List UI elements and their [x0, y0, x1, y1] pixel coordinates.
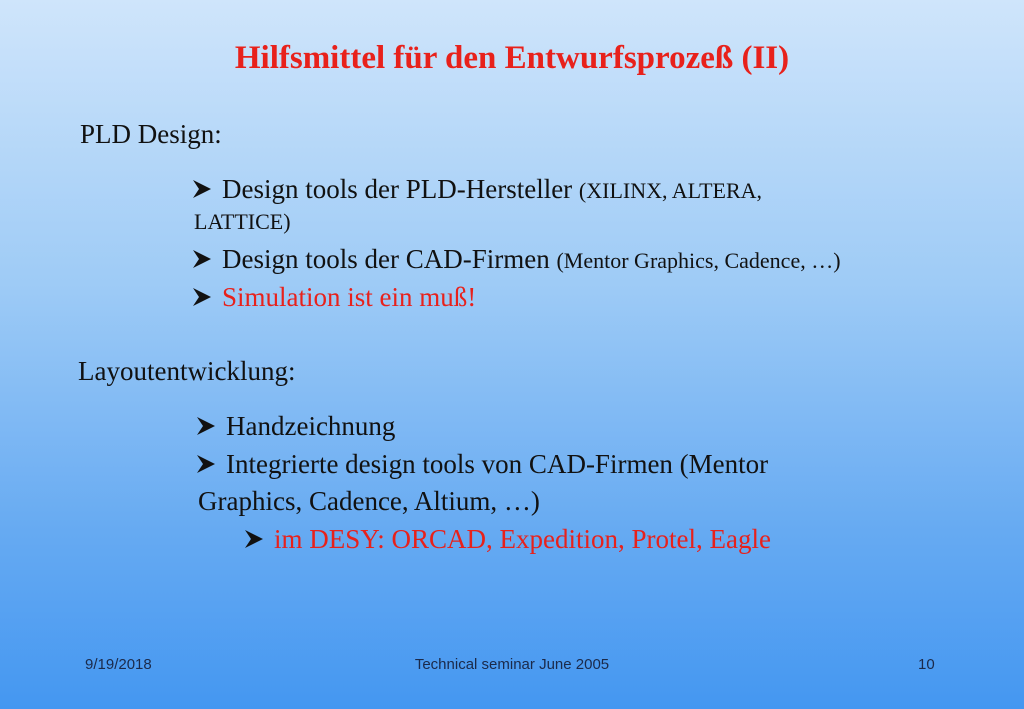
bullet-pld-vendor-tools: [192, 176, 762, 203]
bullet-text: Simulation ist ein muß!: [222, 282, 477, 312]
arrowhead-bullet-icon: [196, 413, 226, 440]
bullet-text: im DESY: ORCAD, Expedition, Protel, Eagle: [274, 524, 771, 554]
slide-title: Hilfsmittel für den Entwurfsprozeß (II): [234, 40, 790, 76]
footer-center-text: Technical seminar June 2005: [414, 656, 610, 673]
arrowhead-bullet-icon: [192, 284, 222, 311]
section-heading-pld-design: PLD Design:: [80, 119, 222, 149]
arrowhead-bullet-icon: [192, 246, 222, 273]
bullet-desy-tools: [244, 526, 771, 553]
bullet-text: Design tools der CAD-Firmen: [222, 244, 550, 274]
footer-page-number: 10: [918, 656, 935, 673]
bullet-simulation: [192, 284, 476, 311]
arrowhead-bullet-icon: [196, 451, 226, 478]
bullet-text: Handzeichnung: [226, 411, 396, 441]
bullet-text: Integrierte design tools von CAD-Firmen (Mentor: [226, 449, 769, 479]
bullet-detail-continuation: LATTICE): [194, 209, 291, 234]
bullet-text: Design tools der PLD-Hersteller: [222, 174, 573, 204]
arrowhead-bullet-icon: [192, 176, 222, 203]
bullet-continuation: Graphics, Cadence, Altium, …): [198, 486, 540, 516]
bullet-handzeichnung: [196, 413, 395, 440]
bullet-detail: (XILINX, ALTERA,: [578, 178, 763, 203]
section-heading-layout: Layoutentwicklung:: [78, 356, 296, 386]
footer-date: 9/19/2018: [85, 656, 152, 673]
arrowhead-bullet-icon: [244, 526, 274, 553]
bullet-integrated-tools: [196, 451, 768, 478]
bullet-detail: (Mentor Graphics, Cadence, …): [556, 248, 841, 273]
bullet-cad-tools: [192, 246, 841, 273]
